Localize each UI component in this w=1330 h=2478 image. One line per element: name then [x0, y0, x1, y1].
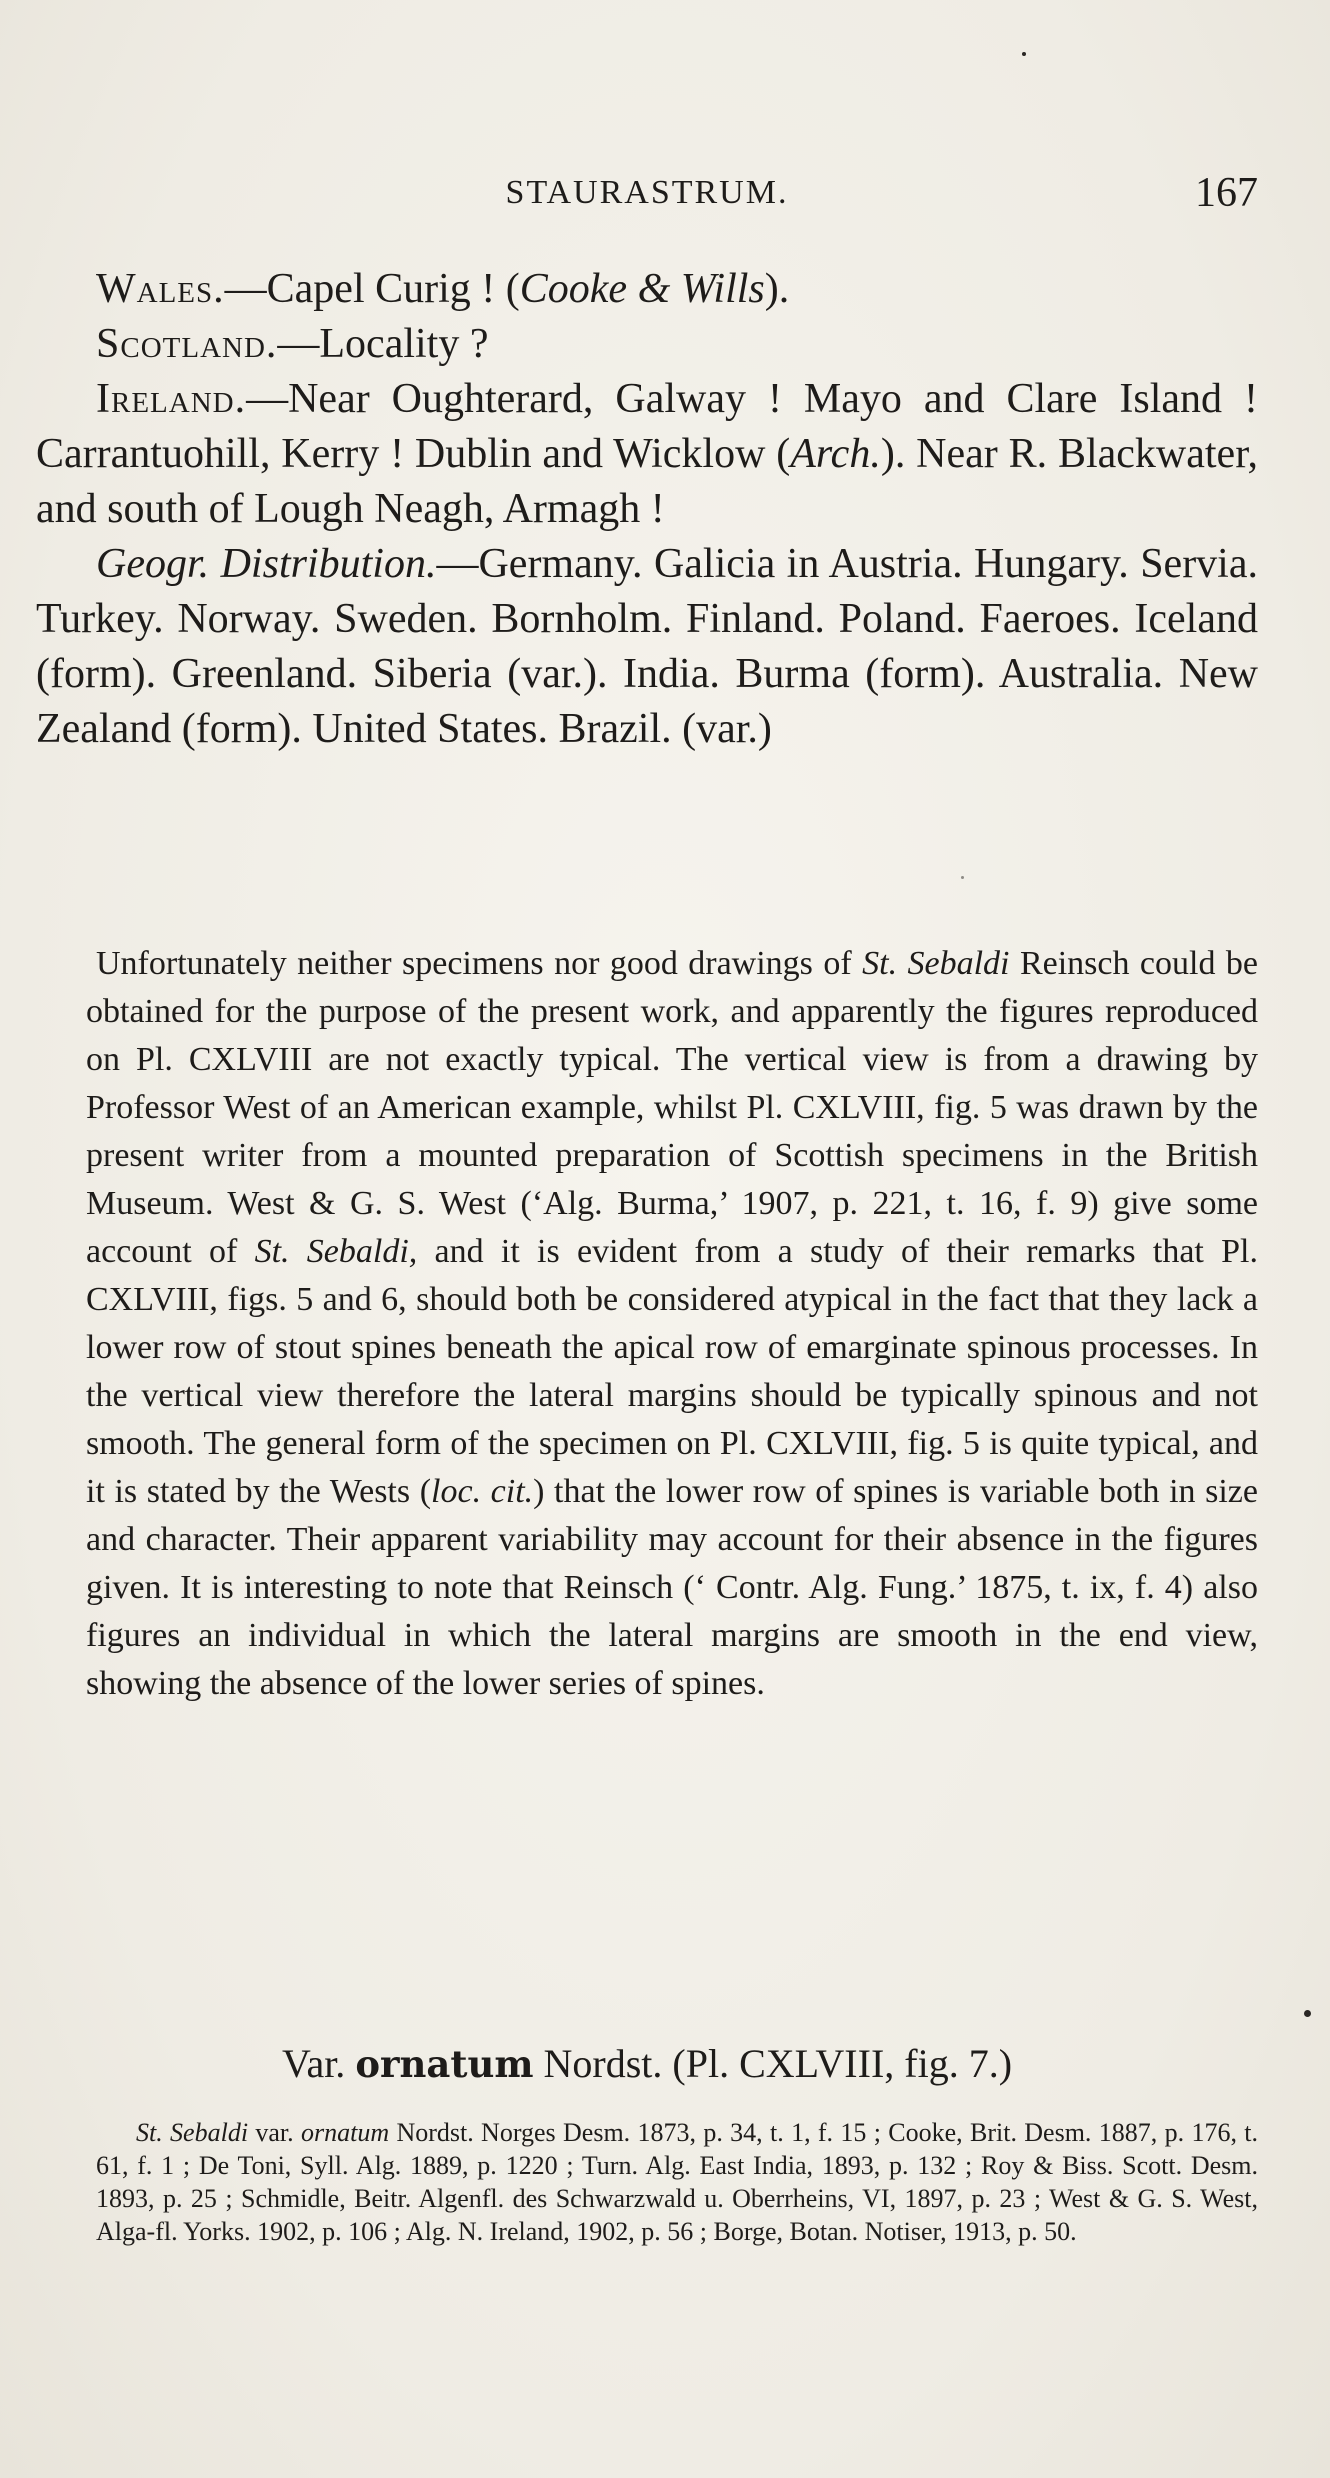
variety-name: ornatum: [355, 2042, 534, 2086]
variety-suffix: Nordst. (Pl. CXLVIII, fig. 7.): [533, 2041, 1013, 2086]
distribution-section: [36, 262, 1258, 757]
scotland-label: Scotland.: [96, 321, 278, 367]
wales-end: ).: [764, 266, 790, 312]
paper-speck: [961, 876, 964, 879]
synonymy-references: [96, 2116, 1258, 2248]
discussion-text-3: and it is evident from a study of their remarks that Pl. CXLVIII, figs. 5 and 6, should both be considered atypical in the fact that they lack a lower row of stout spines beneath the apical row of emarginate spinous processes. In the vertical view therefore the lateral margins should be typically spinous and not smooth. The general form of the specimen on Pl. CXLVIII, fig. 5 is quite typical, and it is stated by the Wests (: [86, 1233, 1258, 1510]
running-head: [36, 168, 1258, 218]
discussion-text-2: Reinsch could be obtained for the purpose of the present work, and apparently the figures reproduced on Pl. CXLVIII are not exactly typical. The vertical view is from a drawing by Professor West of an American example, whilst Pl. CXLVIII, fig. 5 was drawn by the present writer from a mounted preparation of Scottish specimens in the British Museum. West & G. S. West (‘Alg. Burma,’ 1907, p. 221, t. 16, f. 9) give some account of: [86, 945, 1258, 1270]
ireland-label: Ireland.: [96, 376, 247, 422]
paper-speck: [1304, 2010, 1311, 2017]
synonymy-species: St. Sebaldi: [136, 2118, 249, 2147]
synonymy-var-word: var.: [248, 2118, 301, 2147]
variety-heading: [36, 2036, 1258, 2092]
ireland-entry: [36, 372, 1258, 537]
ireland-text-1: —Near Oughterard, Galway ! Mayo and Clare Island ! Carrantuohill, Kerry ! Dublin and Wicklow (: [36, 376, 1258, 477]
scotland-text: —Locality ?: [277, 321, 489, 367]
paper-speck: [1022, 52, 1026, 56]
species-name-1: St. Sebaldi: [862, 945, 1010, 982]
wales-authors: Cooke & Wills: [519, 266, 765, 312]
wales-entry: [36, 262, 1258, 317]
geogr-text: —Germany. Galicia in Austria. Hungary. Servia. Turkey. Norway. Sweden. Bornholm. Finland. Poland. Faeroes. Iceland (form). Greenland. Siberia (var.). India. Burma (form). Australia. New Zealand (form). United States. Brazil. (var.): [36, 541, 1258, 752]
page-number: 167: [1195, 170, 1258, 216]
synonymy-indent: [96, 2118, 248, 2147]
scotland-entry: [36, 317, 1258, 372]
loc-cit: loc. cit.: [431, 1473, 534, 1510]
running-title: STAURASTRUM.: [505, 174, 789, 211]
synonymy-var-name: ornatum: [300, 2118, 390, 2147]
species-name-2: St. Sebaldi,: [254, 1233, 418, 1270]
ireland-text-2: ). Near R. Blackwater, and south of Lough Neagh, Armagh !: [36, 431, 1259, 532]
variety-prefix: Var.: [281, 2041, 356, 2086]
geographic-distribution: [36, 537, 1258, 757]
wales-label: Wales.: [96, 266, 225, 312]
discussion-paragraph: [86, 940, 1258, 1708]
wales-text: —Capel Curig ! (: [224, 266, 520, 312]
synonymy-text: Nordst. Norges Desm. 1873, p. 34, t. 1, f. 15 ; Cooke, Brit. Desm. 1887, p. 176, t. 61, f. 1 ; De Toni, Syll. Alg. 1889, p. 1220 ; Turn. Alg. East India, 1893, p. 132 ; Roy & Biss. Scott. Desm. 1893, p. 25 ; Schmidle, Beitr. Algenfl. des Schwarzwald u. Oberrheins, VI, 1897, p. 23 ; West & G. S. West, Alga-fl. Yorks. 1902, p. 106 ; Alg. N. Ireland, 1902, p. 56 ; Borge, Botan. Notiser, 1913, p. 50.: [96, 2118, 1258, 2246]
discussion-text-4: ) that the lower row of spines is variable both in size and character. Their apparent variability may account for their absence in the figures given. It is interesting to note that Reinsch (‘ Contr. Alg. Fung.’ 1875, t. ix, f. 4) also figures an individual in which the lateral margins are smooth in the end view, showing the absence of the lower series of spines.: [86, 1473, 1258, 1702]
geogr-label: Geogr. Distribution.: [96, 541, 437, 587]
ireland-authority: Arch.: [790, 431, 881, 477]
discussion-text-1: Unfortunately neither specimens nor good drawings of: [96, 945, 863, 982]
